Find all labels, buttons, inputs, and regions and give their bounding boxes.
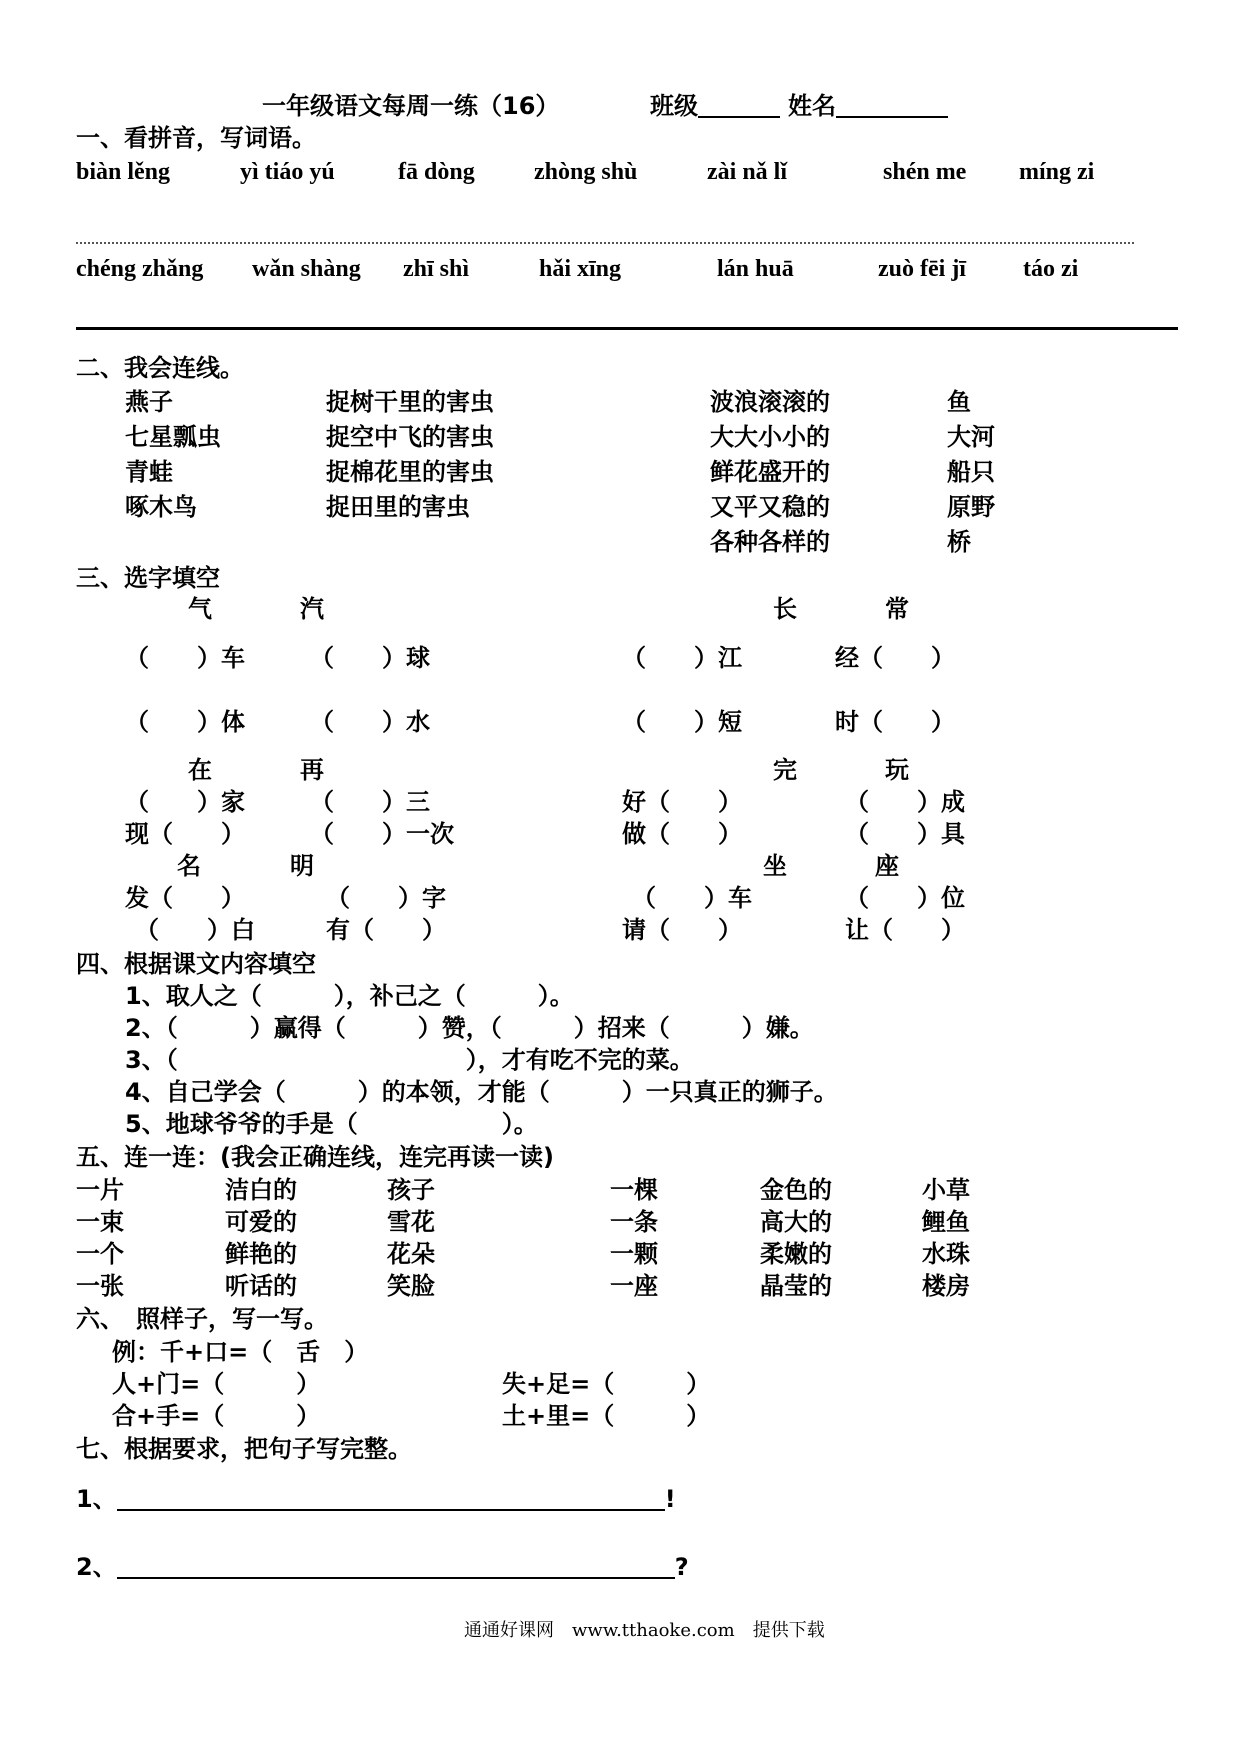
section-5-heading: 五、连一连：(我会正确连线，连完再读一读) bbox=[76, 1143, 554, 1171]
sentence-blank[interactable] bbox=[117, 1555, 675, 1579]
match-item: 雪花 bbox=[387, 1208, 435, 1236]
pinyin-item: zài nǎ lǐ bbox=[707, 159, 788, 185]
section-4-heading: 四、根据课文内容填空 bbox=[76, 950, 316, 978]
match-item: 晶莹的 bbox=[760, 1272, 832, 1300]
modifier-item: 鲜花盛开的 bbox=[710, 458, 830, 486]
match-item: 笑脸 bbox=[387, 1272, 435, 1300]
match-item: 一条 bbox=[610, 1208, 658, 1236]
pinyin-item: zuò fēi jī bbox=[878, 256, 966, 282]
fill-item[interactable]: （ ）水 bbox=[310, 708, 430, 736]
choice-char: 座 bbox=[875, 852, 899, 880]
match-item: 一座 bbox=[610, 1272, 658, 1300]
animal-item: 七星瓢虫 bbox=[125, 423, 221, 451]
action-item: 捉树干里的害虫 bbox=[326, 388, 494, 416]
pinyin-item: shén me bbox=[883, 159, 967, 185]
fill-item[interactable]: （ ）车 bbox=[632, 884, 752, 912]
fill-sentence[interactable]: 2、（ ）赢得（ ）赞，（ ）招来（ ）嫌。 bbox=[125, 1014, 814, 1042]
match-item: 一棵 bbox=[610, 1176, 658, 1204]
pinyin-item: biàn lěng bbox=[76, 159, 171, 185]
pinyin-item: lán huā bbox=[717, 256, 794, 282]
match-item: 一束 bbox=[76, 1208, 124, 1236]
fill-item[interactable]: 失+足=（ ） bbox=[502, 1370, 711, 1398]
fill-item[interactable]: （ ）一次 bbox=[310, 820, 454, 848]
pinyin-item: fā dòng bbox=[398, 159, 475, 185]
match-item: 一张 bbox=[76, 1272, 124, 1300]
fill-item[interactable]: （ ）体 bbox=[125, 708, 245, 736]
fill-sentence[interactable]: 4、自己学会（ ）的本领，才能（ ）一只真正的狮子。 bbox=[125, 1078, 838, 1106]
fill-item[interactable]: 好（ ） bbox=[622, 788, 742, 816]
action-item: 捉田里的害虫 bbox=[326, 493, 470, 521]
sentence-row-2 bbox=[76, 1555, 689, 1579]
action-item: 捉空中飞的害虫 bbox=[326, 423, 494, 451]
choice-char: 在 bbox=[188, 756, 212, 784]
fill-item[interactable]: （ ）江 bbox=[622, 644, 742, 672]
answer-line[interactable] bbox=[76, 327, 1178, 330]
answer-line[interactable] bbox=[76, 242, 1134, 244]
fill-sentence[interactable]: 3、（ ），才有吃不完的菜。 bbox=[125, 1046, 694, 1074]
match-item: 可爱的 bbox=[225, 1208, 297, 1236]
fill-item[interactable]: 现（ ） bbox=[125, 820, 245, 848]
name-label: 姓名 bbox=[788, 92, 836, 120]
choice-char: 完 bbox=[773, 756, 797, 784]
fill-item[interactable]: （ ）球 bbox=[310, 644, 430, 672]
fill-item[interactable]: （ ）具 bbox=[845, 820, 965, 848]
fill-sentence[interactable]: 5、地球爷爷的手是（ ）。 bbox=[125, 1110, 538, 1138]
section-6-heading: 六、 照样子，写一写。 bbox=[76, 1305, 328, 1333]
animal-item: 青蛙 bbox=[125, 458, 173, 486]
match-item: 水珠 bbox=[922, 1240, 970, 1268]
class-blank[interactable] bbox=[698, 94, 780, 118]
pinyin-item: táo zi bbox=[1023, 256, 1079, 282]
match-item: 楼房 bbox=[922, 1272, 970, 1300]
sentence-end: ? bbox=[674, 1553, 689, 1581]
match-item: 花朵 bbox=[387, 1240, 435, 1268]
sentence-number: 1、 bbox=[76, 1485, 117, 1513]
fill-item[interactable]: （ ）短 bbox=[622, 708, 742, 736]
choice-char: 汽 bbox=[300, 595, 324, 623]
fill-item[interactable]: （ ）成 bbox=[845, 788, 965, 816]
fill-item[interactable]: （ ）位 bbox=[845, 884, 965, 912]
choice-char: 明 bbox=[290, 852, 314, 880]
sentence-end: ! bbox=[664, 1485, 676, 1513]
fill-item[interactable]: 有（ ） bbox=[326, 916, 446, 944]
fill-item[interactable]: 请（ ） bbox=[622, 916, 742, 944]
choice-char: 坐 bbox=[763, 852, 787, 880]
modifier-item: 波浪滚滚的 bbox=[710, 388, 830, 416]
match-item: 洁白的 bbox=[225, 1176, 297, 1204]
example-item: 例：千+口=（ 舌 ） bbox=[112, 1338, 369, 1366]
fill-item[interactable]: 让（ ） bbox=[845, 916, 965, 944]
match-item: 高大的 bbox=[760, 1208, 832, 1236]
noun-item: 大河 bbox=[947, 423, 995, 451]
modifier-item: 又平又稳的 bbox=[710, 493, 830, 521]
match-item: 鲤鱼 bbox=[922, 1208, 970, 1236]
match-item: 金色的 bbox=[760, 1176, 832, 1204]
pinyin-item: hǎi xīng bbox=[539, 256, 622, 282]
class-field bbox=[650, 94, 780, 118]
modifier-item: 大大小小的 bbox=[710, 423, 830, 451]
animal-item: 啄木鸟 bbox=[125, 493, 197, 521]
sentence-blank[interactable] bbox=[117, 1487, 665, 1511]
fill-item[interactable]: 发（ ） bbox=[125, 884, 245, 912]
choice-char: 名 bbox=[177, 852, 201, 880]
sentence-number: 2、 bbox=[76, 1553, 117, 1581]
pinyin-item: yì tiáo yú bbox=[240, 159, 335, 185]
worksheet-title: 一年级语文每周一练（16） bbox=[262, 92, 560, 120]
class-label: 班级 bbox=[650, 92, 698, 120]
fill-item[interactable]: （ ）三 bbox=[310, 788, 430, 816]
name-field bbox=[788, 94, 948, 118]
footer-credit: 通通好课网 www.tthaoke.com 提供下载 bbox=[464, 1620, 825, 1641]
fill-item[interactable]: 做（ ） bbox=[622, 820, 742, 848]
pinyin-item: wǎn shàng bbox=[252, 256, 361, 282]
match-item: 鲜艳的 bbox=[225, 1240, 297, 1268]
fill-item[interactable]: （ ）字 bbox=[326, 884, 446, 912]
action-item: 捉棉花里的害虫 bbox=[326, 458, 494, 486]
fill-item[interactable]: 人+门=（ ） bbox=[112, 1370, 321, 1398]
name-blank[interactable] bbox=[836, 94, 948, 118]
noun-item: 原野 bbox=[947, 493, 995, 521]
noun-item: 船只 bbox=[947, 458, 995, 486]
section-3-heading: 三、选字填空 bbox=[76, 564, 220, 592]
match-item: 一颗 bbox=[610, 1240, 658, 1268]
section-2-heading: 二、我会连线。 bbox=[76, 354, 244, 382]
noun-item: 鱼 bbox=[947, 388, 971, 416]
choice-char: 常 bbox=[885, 595, 909, 623]
section-1-heading: 一、看拼音，写词语。 bbox=[76, 124, 316, 152]
fill-sentence[interactable]: 1、取人之（ ），补己之（ ）。 bbox=[125, 982, 574, 1010]
match-item: 孩子 bbox=[387, 1176, 435, 1204]
modifier-item: 各种各样的 bbox=[710, 528, 830, 556]
match-item: 一片 bbox=[76, 1176, 124, 1204]
fill-item[interactable]: （ ）车 bbox=[125, 644, 245, 672]
noun-item: 桥 bbox=[947, 528, 971, 556]
pinyin-item: míng zi bbox=[1019, 159, 1095, 185]
match-item: 听话的 bbox=[225, 1272, 297, 1300]
section-7-heading: 七、根据要求，把句子写完整。 bbox=[76, 1435, 412, 1463]
choice-char: 长 bbox=[773, 595, 797, 623]
sentence-row-1 bbox=[76, 1487, 676, 1511]
pinyin-item: chéng zhǎng bbox=[76, 256, 204, 282]
fill-item[interactable]: 经（ ） bbox=[835, 644, 955, 672]
choice-char: 玩 bbox=[885, 756, 909, 784]
pinyin-item: zhòng shù bbox=[534, 159, 638, 185]
pinyin-item: zhī shì bbox=[403, 256, 470, 282]
fill-item[interactable]: 合+手=（ ） bbox=[112, 1402, 321, 1430]
match-item: 小草 bbox=[922, 1176, 970, 1204]
fill-item[interactable]: （ ）家 bbox=[125, 788, 245, 816]
fill-item[interactable]: 时（ ） bbox=[835, 708, 955, 736]
choice-char: 再 bbox=[300, 756, 324, 784]
animal-item: 燕子 bbox=[125, 388, 173, 416]
choice-char: 气 bbox=[188, 595, 212, 623]
match-item: 柔嫩的 bbox=[760, 1240, 832, 1268]
match-item: 一个 bbox=[76, 1240, 124, 1268]
fill-item[interactable]: 土+里=（ ） bbox=[502, 1402, 711, 1430]
fill-item[interactable]: （ ）白 bbox=[135, 916, 255, 944]
